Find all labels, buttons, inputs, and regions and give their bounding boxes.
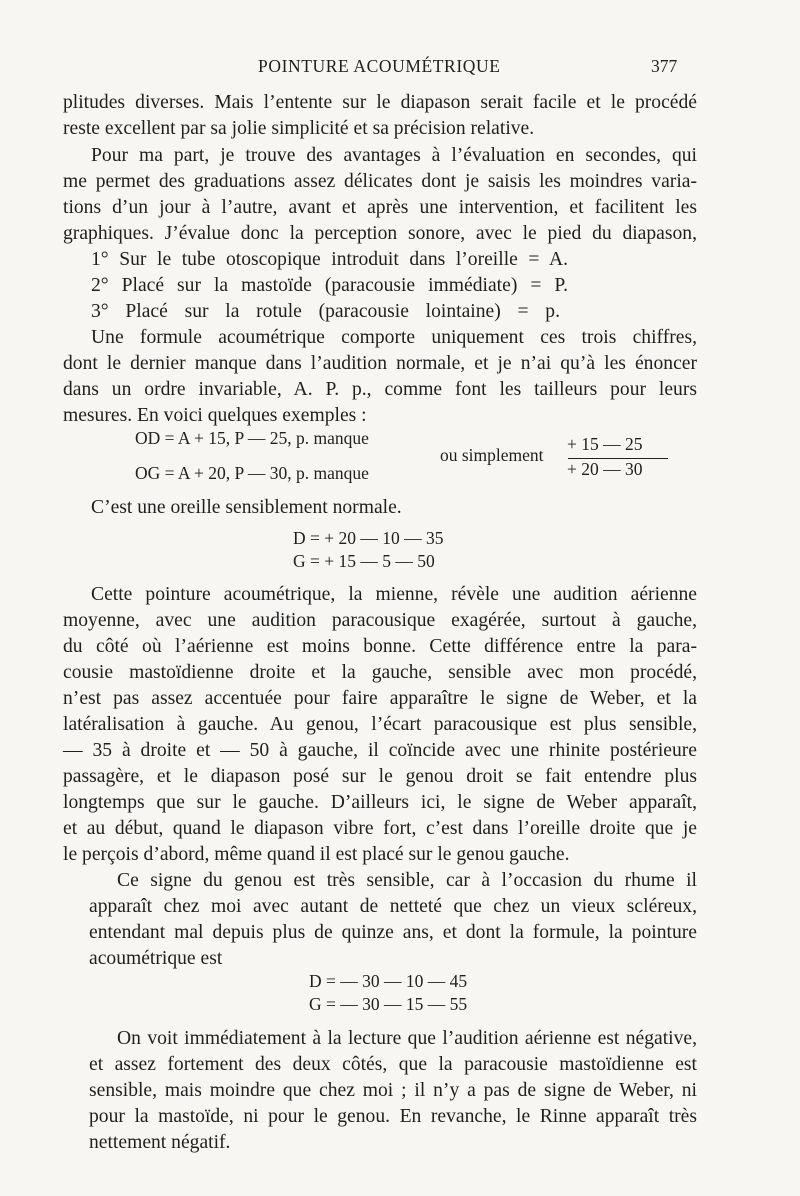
formula-og: OG = A + 20, P — 30, p. manque (135, 463, 369, 483)
text-line: reste excellent par sa jolie simplicité et sa précision relative. (63, 118, 535, 139)
text-line: le perçois d’abord, même quand il est placé sur le genou gauche. (63, 844, 570, 865)
text-line: graphiques. J’évalue donc la perception sonore, avec le pied du diapason, (63, 223, 697, 244)
text-line: acoumétrique est (89, 948, 223, 969)
formula-left: G = + 15 — 5 — 50 (293, 551, 435, 571)
text-line: — 35 à droite et — 50 à gauche, il coïncide avec une rhinite postérieure (63, 740, 697, 761)
text-line: Cette pointure acoumétrique, la mienne, révèle une audition aérienne (91, 584, 697, 605)
text-line: du côté où l’aérienne est moins bonne. Cette différence entre la para- (63, 636, 697, 657)
text-line: passagère, et le diapason posé sur le genou droit se fait entendre plus (63, 766, 697, 787)
formula-right: D = — 30 — 10 — 45 (309, 971, 468, 991)
formula-simple-top: + 15 — 25 (567, 434, 643, 454)
text-line: On voit immédiatement à la lecture que l’audition aérienne est négative, (117, 1028, 697, 1049)
text-line: dont le dernier manque dans l’audition normale, et je n’ai qu’à les énoncer (63, 353, 697, 374)
page-number: 377 (651, 56, 678, 76)
page-header (0, 56, 800, 80)
text-line: tions d’un jour à l’autre, avant et après une intervention, et facilitent les (63, 197, 697, 218)
list-item: 2° Placé sur la mastoïde (paracousie immédiate) = P. (91, 275, 568, 296)
text-line: entendant mal depuis plus de quinze ans, et dont la formule, la pointure (89, 922, 697, 943)
text-line: et au début, quand le diapason vibre fort, c’est dans l’oreille droite que je (63, 818, 697, 839)
text-line: nettement négatif. (89, 1132, 231, 1153)
text-line: Ce signe du genou est très sensible, car à l’occasion du rhume il (117, 870, 697, 891)
text-line: me permet des graduations assez délicates dont je saisis les moindres varia- (63, 171, 697, 192)
text-line: apparaît chez moi avec autant de netteté que chez un vieux scléreux, (89, 896, 697, 917)
formula-simple-bottom: + 20 — 30 (567, 459, 643, 479)
text-line: cousie mastoïdienne droite et la gauche, sensible avec mon procédé, (63, 662, 697, 683)
formula-connector: ou simplement (440, 445, 544, 465)
formula-od: OD = A + 15, P — 25, p. manque (135, 428, 369, 448)
text-line: C’est une oreille sensiblement normale. (91, 497, 402, 518)
text-line: latéralisation à gauche. Au genou, l’écart paracousique est plus sensible, (63, 714, 697, 735)
text-line: Pour ma part, je trouve des avantages à l’évaluation en secondes, qui (91, 145, 697, 166)
text-line: moyenne, avec une audition paracousique exagérée, surtout à gauche, (63, 610, 697, 631)
list-item: 1° Sur le tube otoscopique introduit dans l’oreille = A. (91, 249, 568, 270)
text-line: Une formule acoumétrique comporte uniquement ces trois chiffres, (91, 327, 697, 348)
formula-left: G = — 30 — 15 — 55 (309, 994, 468, 1014)
running-title: POINTURE ACOUMÉTRIQUE (258, 56, 501, 76)
formula-right: D = + 20 — 10 — 35 (293, 528, 444, 548)
text-line: sensible, mais moindre que chez moi ; il n’y a pas de signe de Weber, ni (89, 1080, 697, 1101)
text-line: et assez fortement des deux côtés, que la paracousie mastoïdienne est (89, 1054, 697, 1075)
text-line: pour la mastoïde, ni pour le genou. En revanche, le Rinne apparaît très (89, 1106, 697, 1127)
text-line: plitudes diverses. Mais l’entente sur le diapason serait facile et le procédé (63, 92, 697, 113)
text-line: n’est pas assez accentuée pour faire apparaître le signe de Weber, et la (63, 688, 697, 709)
text-line: longtemps que sur le gauche. D’ailleurs ici, le signe de Weber apparaît, (63, 792, 697, 813)
text-line: dans un ordre invariable, A. P. p., comme font les tailleurs pour leurs (63, 379, 697, 400)
list-item: 3° Placé sur la rotule (paracousie lointaine) = p. (91, 301, 560, 322)
text-line: mesures. En voici quelques exemples : (63, 405, 367, 426)
